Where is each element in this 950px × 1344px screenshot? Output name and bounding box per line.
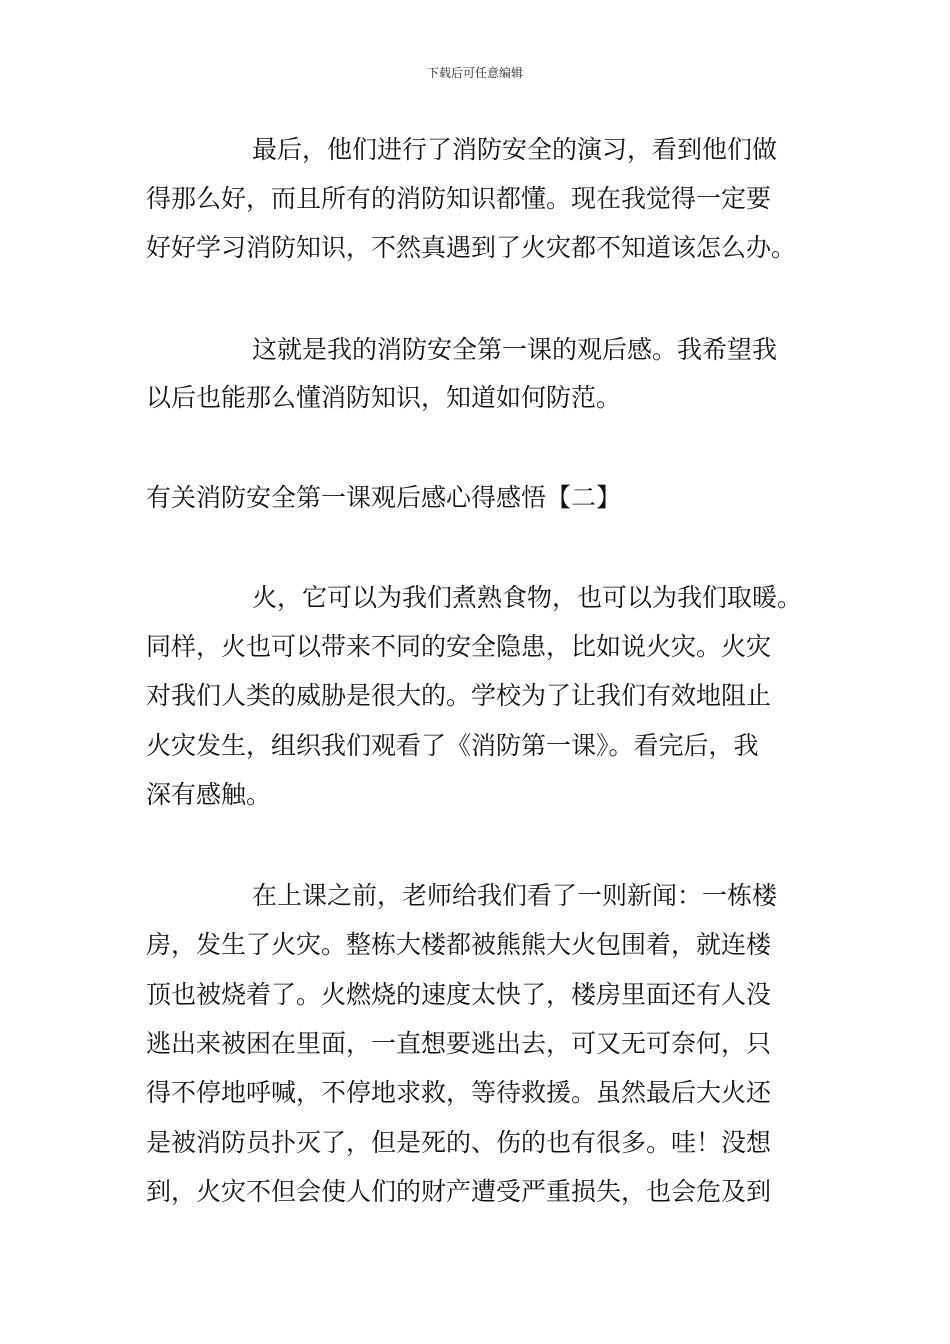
paragraph-line: 这就是我的消防安全第一课的观后感。我希望我 — [252, 335, 778, 364]
paragraph-line: 深有感触。 — [146, 780, 272, 809]
paragraph-line: 是被消防员扑灭了，但是死的、伤的也有很多。哇！没想 — [146, 1128, 772, 1157]
paragraph-line: 最后，他们进行了消防安全的演习，看到他们做 — [252, 135, 778, 164]
paragraph-line: 得不停地呼喊，不停地求救，等待救援。虽然最后大火还 — [146, 1078, 772, 1107]
paragraph-line: 以后也能那么懂消防知识，知道如何防范。 — [146, 383, 622, 412]
page-header: 下载后可任意编辑 — [426, 66, 523, 80]
paragraph-line: 逃出来被困在里面，一直想要逃出去，可又无可奈何，只 — [146, 1029, 772, 1058]
paragraph-line: 火灾发生，组织我们观看了《消防第一课》。看完后，我 — [146, 731, 759, 760]
paragraph-line: 同样，火也可以带来不同的安全隐患，比如说火灾。火灾 — [146, 632, 772, 661]
paragraph-line: 对我们人类的威胁是很大的。学校为了让我们有效地阻止 — [146, 681, 772, 710]
paragraph-line: 房，发生了火灾。整栋大楼都被熊熊大火包围着，就连楼 — [146, 930, 772, 959]
paragraph-line: 得那么好，而且所有的消防知识都懂。现在我觉得一定要 — [146, 184, 772, 213]
paragraph-line: 到，火灾不但会使人们的财产遭受严重损失，也会危及到 — [146, 1177, 772, 1206]
paragraph-line: 火，它可以为我们煮熟食物，也可以为我们取暖。 — [252, 583, 803, 612]
paragraph-line: 好好学习消防知识，不然真遇到了火灾都不知道该怎么办。 — [146, 233, 797, 262]
paragraph-line: 在上课之前，老师给我们看了一则新闻：一栋楼 — [252, 881, 778, 910]
section-heading: 有关消防安全第一课观后感心得感悟【二】 — [146, 483, 622, 512]
paragraph-line: 顶也被烧着了。火燃烧的速度太快了，楼房里面还有人没 — [146, 980, 772, 1009]
